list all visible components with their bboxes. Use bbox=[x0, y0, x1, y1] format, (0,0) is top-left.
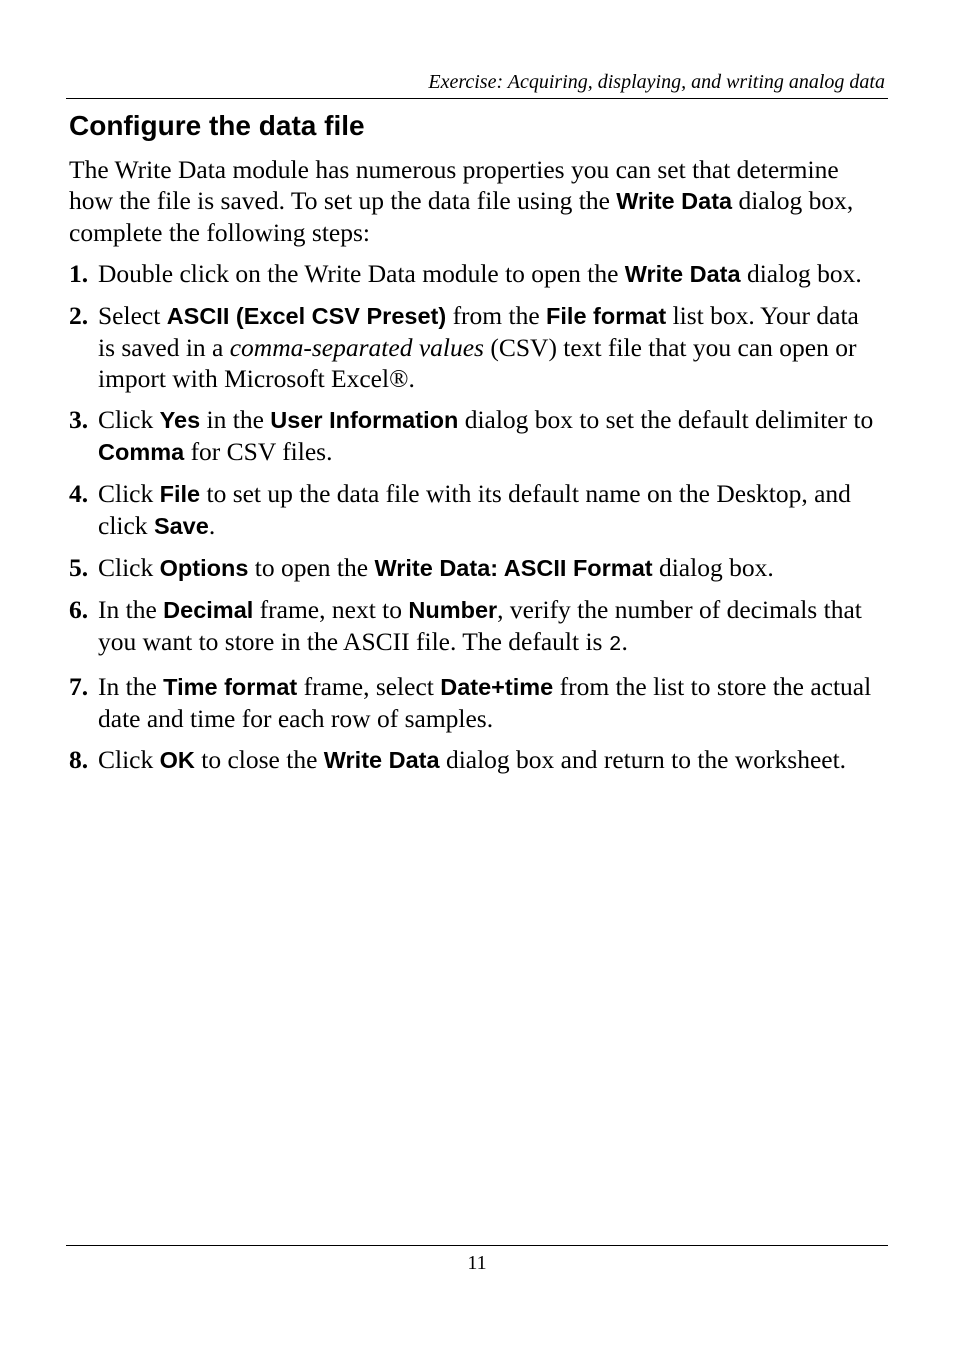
step-code: 2 bbox=[608, 634, 622, 657]
step-bold: Save bbox=[153, 513, 209, 539]
step-number: 7. bbox=[69, 672, 89, 701]
step-bold: Options bbox=[159, 555, 249, 581]
step-bold: ASCII (Excel CSV Preset) bbox=[166, 303, 447, 329]
step-text: dialog box. bbox=[652, 553, 774, 582]
step-2 bbox=[69, 300, 881, 394]
step-6 bbox=[69, 594, 881, 661]
step-bold: Comma bbox=[98, 439, 185, 465]
step-text: dialog box and return to the worksheet. bbox=[439, 745, 847, 774]
page-content bbox=[69, 154, 881, 786]
step-text: Click bbox=[98, 479, 160, 508]
step-bold: Write Data: ASCII Format bbox=[374, 555, 653, 581]
intro-bold: Write Data bbox=[616, 188, 733, 214]
step-text: In the bbox=[98, 595, 164, 624]
step-8 bbox=[69, 744, 881, 776]
section-title: Configure the data file bbox=[69, 110, 365, 141]
step-bold: Write Data bbox=[323, 747, 440, 773]
step-text: dialog box. bbox=[740, 259, 862, 288]
step-text: . bbox=[208, 511, 216, 540]
step-bold: File bbox=[159, 481, 201, 507]
step-text: . bbox=[621, 627, 628, 656]
intro-paragraph bbox=[69, 154, 881, 248]
step-text: for CSV files. bbox=[184, 437, 333, 466]
step-text: frame, next to bbox=[253, 595, 409, 624]
step-text: frame, select bbox=[297, 672, 441, 701]
step-text: Click bbox=[98, 745, 160, 774]
running-header: Exercise: Acquiring, displaying, and writing analog data bbox=[428, 71, 885, 93]
step-text: , verify the number of decimals that you want to store in the ASCII file. The default is bbox=[98, 595, 862, 656]
page-number: 11 bbox=[467, 1252, 487, 1274]
intro-text: dialog box, complete the following steps: bbox=[69, 186, 854, 247]
step-bold: File format bbox=[546, 303, 667, 329]
step-3 bbox=[69, 404, 881, 468]
step-number: 6. bbox=[69, 595, 89, 624]
step-text: dialog box to set the default delimiter to bbox=[458, 405, 874, 434]
step-text: in the bbox=[200, 405, 271, 434]
step-number: 5. bbox=[69, 553, 89, 582]
step-7 bbox=[69, 671, 881, 734]
step-text: from the list to store the actual date and time for each row of samples. bbox=[98, 672, 872, 733]
step-number: 1. bbox=[69, 259, 89, 288]
step-4 bbox=[69, 478, 881, 542]
step-text: to open the bbox=[248, 553, 375, 582]
step-text: Select bbox=[98, 301, 167, 330]
step-number: 2. bbox=[69, 301, 89, 330]
steps-list bbox=[69, 258, 881, 776]
step-bold: Date+time bbox=[440, 674, 554, 700]
step-number: 3. bbox=[69, 405, 89, 434]
step-bold: OK bbox=[159, 747, 195, 773]
step-text: list box. Your data is saved in a bbox=[98, 301, 859, 362]
step-1 bbox=[69, 258, 881, 290]
step-5 bbox=[69, 552, 881, 584]
step-number: 8. bbox=[69, 745, 89, 774]
step-text: Click bbox=[98, 405, 160, 434]
step-bold: Time format bbox=[163, 674, 298, 700]
step-bold: Decimal bbox=[163, 597, 254, 623]
step-bold: Number bbox=[408, 597, 498, 623]
step-text: to close the bbox=[194, 745, 324, 774]
step-number: 4. bbox=[69, 479, 89, 508]
step-text: from the bbox=[446, 301, 547, 330]
step-bold: Yes bbox=[159, 407, 201, 433]
step-bold: Write Data bbox=[624, 261, 741, 287]
header-rule bbox=[66, 98, 888, 99]
footer-rule bbox=[66, 1245, 888, 1246]
step-italic: comma-separated values bbox=[229, 333, 484, 362]
step-text: In the bbox=[98, 672, 164, 701]
step-bold: User Information bbox=[270, 407, 459, 433]
step-text: to set up the data file with its default name on the Desktop, and click bbox=[98, 479, 851, 540]
step-text: Click bbox=[98, 553, 160, 582]
step-text: Double click on the Write Data module to open the bbox=[98, 259, 625, 288]
step-text: (CSV) text file that you can open or import with Microsoft Excel®. bbox=[98, 333, 857, 393]
intro-text: The Write Data module has numerous properties you can set that determine how the file is saved. To set up the data file using the bbox=[69, 155, 839, 215]
